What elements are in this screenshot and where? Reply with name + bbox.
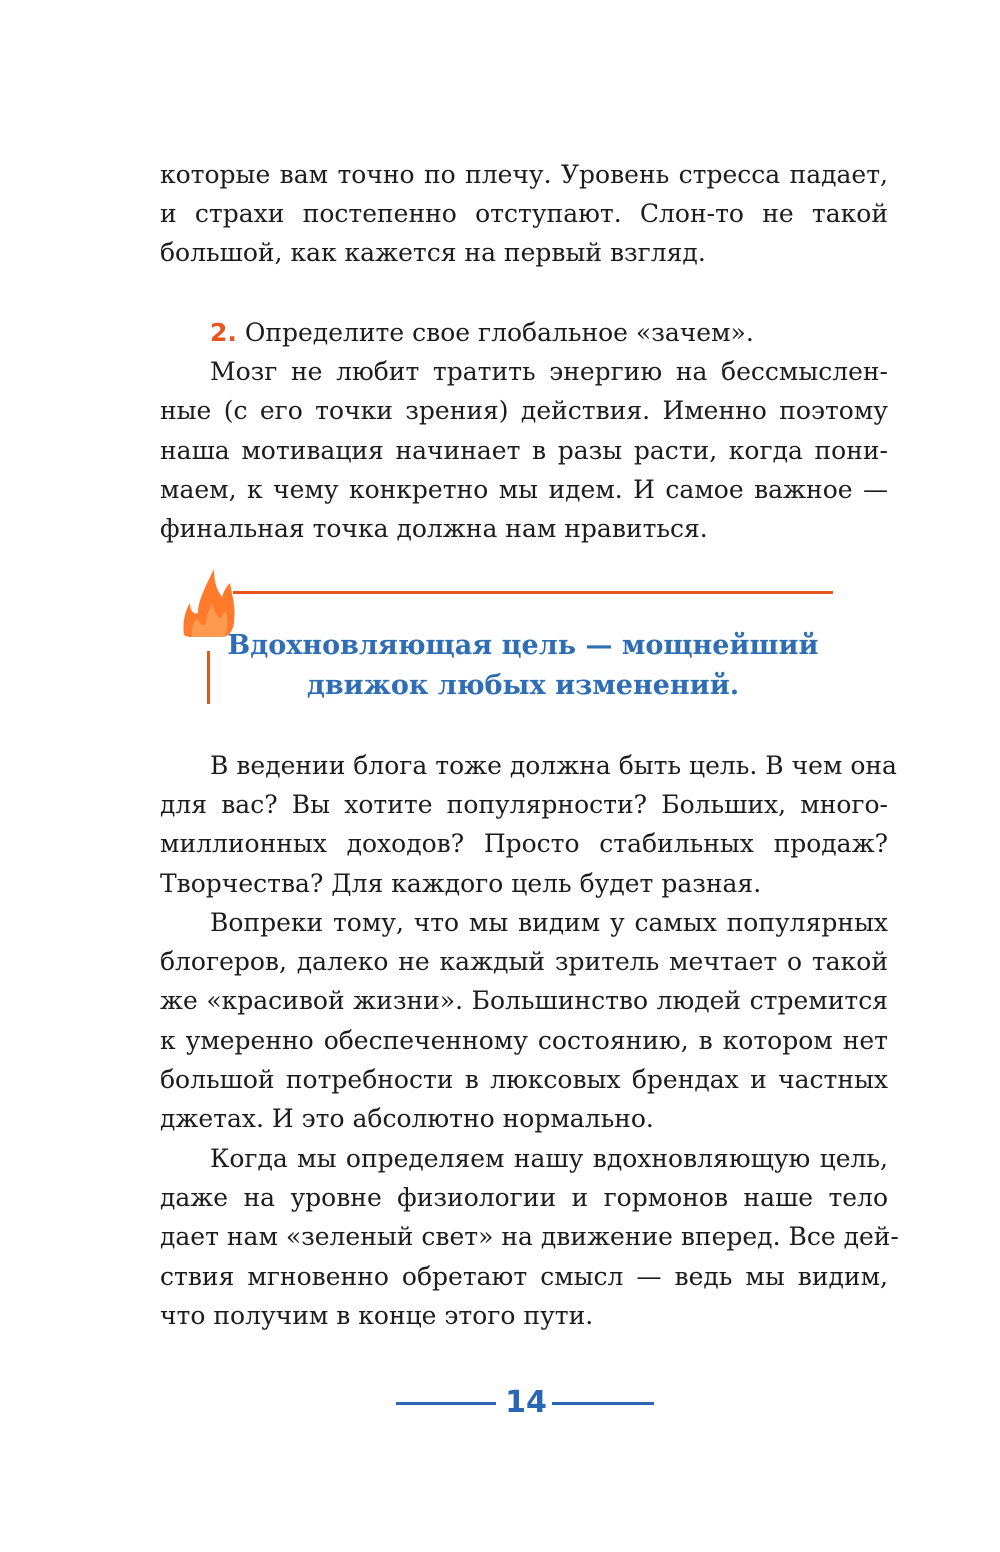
list-item-number: 2. (210, 318, 237, 347)
text-line: Мозг не любит тратить энергию на бессмыслен- (210, 357, 888, 386)
text-line: В ведении блога тоже должна быть цель. В чем она (210, 751, 897, 780)
text-line: большой, как кажется на первый взгляд. (160, 238, 706, 267)
callout-text-line: Вдохновляющая цель — мощнейший (227, 630, 819, 661)
list-item-heading (210, 313, 888, 352)
text-line: для вас? Вы хотите популярности? Больших, много- (160, 790, 888, 819)
list-item-title: Определите свое глобальное «зачем». (236, 318, 754, 347)
text-line: же «красивой жизни». Большинство людей стремится (160, 986, 888, 1015)
text-line: Вопреки тому, что мы видим у самых популярных (210, 908, 888, 937)
text-line: ствия мгновенно обретают смысл — ведь мы видим, (160, 1262, 888, 1291)
callout-text-line: движок любых изменений. (306, 670, 740, 701)
text-line: блогеров, далеко не каждый зритель мечтает о такой (160, 947, 888, 976)
text-line: что получим в конце этого пути. (160, 1301, 594, 1330)
text-line: и страхи постепенно отступают. Слон-то не такой (160, 199, 888, 228)
text-line: большой потребности в люксовых брендах и частных (160, 1065, 888, 1094)
page-number-rule-left (396, 1402, 496, 1405)
page-number: 14 (505, 1385, 547, 1420)
text-line: миллионных доходов? Просто стабильных продаж? (160, 829, 888, 858)
callout-divider (233, 591, 833, 594)
text-line: финальная точка должна нам нравиться. (160, 514, 708, 543)
text-line: к умеренно обеспеченному состоянию, в котором нет (160, 1026, 888, 1055)
text-line: которые вам точно по плечу. Уровень стресса падает, (160, 160, 888, 189)
text-line: ные (с его точки зрения) действия. Именно поэтому (160, 396, 888, 425)
text-line: джетах. И это абсолютно нормально. (160, 1104, 654, 1133)
text-line: дает нам «зеленый свет» на движение вперед. Все дей- (160, 1222, 899, 1251)
text-line: даже на уровне физиологии и гормонов наше тело (160, 1183, 888, 1212)
text-line: Творчества? Для каждого цель будет разная. (160, 869, 762, 898)
text-line: Когда мы определяем нашу вдохновляющую цель, (210, 1144, 888, 1173)
page-number-rule-right (552, 1402, 654, 1405)
text-line: наша мотивация начинает в разы расти, когда пони- (160, 436, 888, 465)
text-line: маем, к чему конкретно мы идем. И самое важное — (160, 475, 888, 504)
